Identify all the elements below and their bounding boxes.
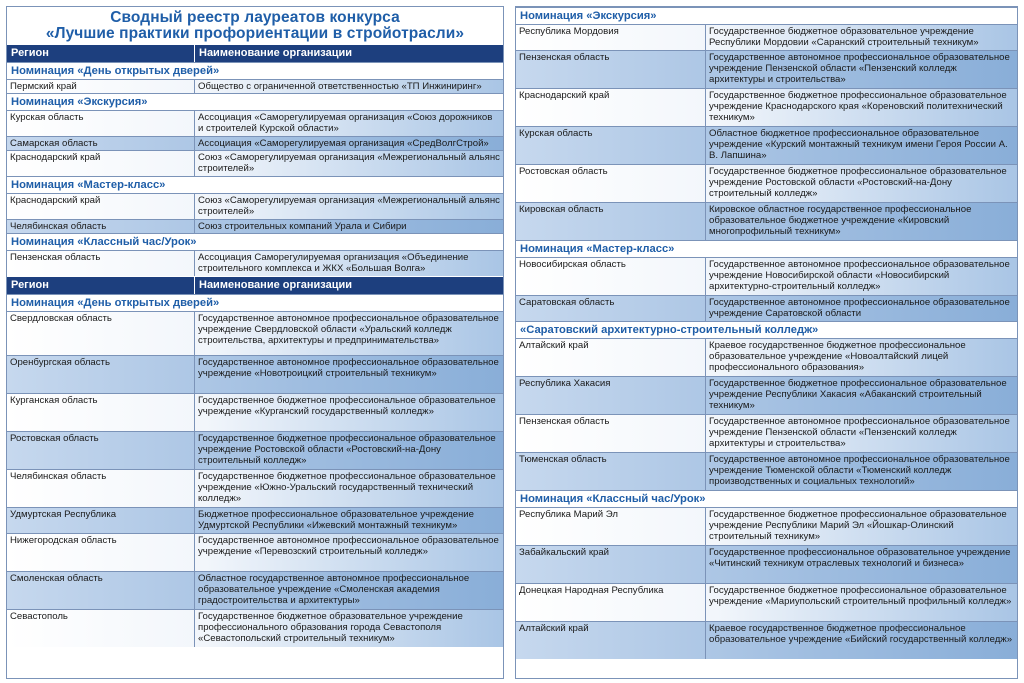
region-cell: Краснодарский край xyxy=(7,194,195,219)
table-row xyxy=(7,193,503,219)
region-cell: Пензенская область xyxy=(516,51,706,88)
nomination-title: Номинация «Классный час/Урок» xyxy=(7,233,503,250)
region-cell: Кировская область xyxy=(516,203,706,240)
table-row xyxy=(516,164,1017,202)
table-row xyxy=(7,393,503,431)
organization-cell: Государственное бюджетное профессиональное образовательное учреждение Республики Марий Эл «Йошкар-Олинский строительный техникум» xyxy=(709,509,1007,542)
table-row xyxy=(7,431,503,469)
organization-cell: Общество с ограниченной ответственностью «ТП Инжиниринг» xyxy=(198,81,482,92)
organization-cell: Краевое государственное бюджетное профессиональное образовательное учреждение «Новоалтайский лицей профессионального образования» xyxy=(709,340,966,373)
organization-cell: Государственное автономное профессиональное образовательное учреждение «Новотроицкий строительный техникум» xyxy=(198,357,499,379)
table-body-2 xyxy=(7,294,503,647)
region-cell: Ростовская область xyxy=(7,432,195,469)
header-region: Регион xyxy=(7,277,195,294)
table-row xyxy=(7,469,503,507)
table-row xyxy=(516,338,1017,376)
region-cell: Республика Мордовия xyxy=(516,25,706,50)
organization-cell: Государственное профессиональное образовательное учреждение «Читинский техникум отраслевых технологий и бизнеса» xyxy=(709,547,1011,569)
region-cell: Республика Хакасия xyxy=(516,377,706,414)
table-row xyxy=(7,311,503,355)
table-row xyxy=(516,88,1017,126)
region-cell: Челябинская область xyxy=(7,470,195,507)
organization-cell: Союз «Саморегулируемая организация «Межрегиональный альянс строителей» xyxy=(198,195,500,217)
table-row xyxy=(516,583,1017,621)
organization-cell: Государственное автономное профессиональное образовательное учреждение Тюменской области «Тюменский колледж производственных и социальных технологий» xyxy=(709,454,1010,487)
nomination-title: «Саратовский архитектурно-строительный колледж» xyxy=(516,321,1017,338)
table-row xyxy=(7,136,503,150)
region-cell: Челябинская область xyxy=(7,220,195,233)
region-cell: Пензенская область xyxy=(7,251,195,276)
table-row xyxy=(516,376,1017,414)
organization-cell: Государственное бюджетное образовательное учреждение Республики Мордовии «Саранский строительный техникум» xyxy=(709,26,979,48)
region-cell: Пермский край xyxy=(7,80,195,93)
table-row xyxy=(516,126,1017,164)
region-cell: Пензенская область xyxy=(516,415,706,452)
nomination-title: Номинация «Классный час/Урок» xyxy=(516,490,1017,507)
region-cell: Удмуртская Республика xyxy=(7,508,195,533)
nomination-title: Номинация «Мастер-класс» xyxy=(516,240,1017,257)
organization-cell: Кировское областное государственное профессиональное образовательное бюджетное учреждение «Кировский многопрофильный техникум» xyxy=(709,204,972,237)
table-row xyxy=(7,150,503,176)
organization-cell: Государственное автономное профессиональное образовательное учреждение Свердловской области «Уральский колледж строительства, архитектуры и предпринимательства» xyxy=(198,313,499,346)
table-row xyxy=(516,24,1017,50)
organization-cell: Ассоциация «Саморегулируемая организация «СредВолгСтрой» xyxy=(198,138,489,149)
table-header-2 xyxy=(7,276,503,294)
organization-cell: Ассоциация Саморегулируемая организация «Объединение строительного комплекса и ЖКХ «Большая Волга» xyxy=(198,252,469,274)
region-cell: Саратовская область xyxy=(516,296,706,321)
organization-cell: Государственное автономное профессиональное образовательное учреждение Саратовской области xyxy=(709,297,1010,319)
organization-cell: Государственное автономное профессиональное образовательное учреждение Пензенской области «Пензенский колледж архитектуры и строительства» xyxy=(709,416,1010,449)
header-org: Наименование организации xyxy=(199,279,353,291)
region-cell: Забайкальский край xyxy=(516,546,706,583)
region-cell: Донецкая Народная Республика xyxy=(516,584,706,621)
region-cell: Нижегородская область xyxy=(7,534,195,571)
organization-cell: Государственное автономное профессиональное образовательное учреждение Пензенской области «Пензенский колледж архитектуры и строительства» xyxy=(709,52,1010,85)
organization-cell: Государственное бюджетное профессиональное образовательное учреждение «Мариупольский строительный профильный колледж» xyxy=(709,585,1012,607)
organization-cell: Областное государственное автономное профессиональное образовательное учреждение «Смоленская академия градостроительства и архитектуры» xyxy=(198,573,470,606)
right-panel xyxy=(515,6,1018,679)
table-body-3 xyxy=(516,7,1017,659)
region-cell: Смоленская область xyxy=(7,572,195,609)
title-line-2: «Лучшие практики профориентации в стройотрасли» xyxy=(45,25,465,42)
table-row xyxy=(7,571,503,609)
left-panel xyxy=(6,6,504,679)
organization-cell: Государственное бюджетное профессиональное образовательное учреждение Ростовской области «Ростовский-на-Дону строительный колледж» xyxy=(198,433,496,466)
organization-cell: Государственное бюджетное образовательное учреждение профессионального образования города Севастополя «Севастопольский строительный техникум» xyxy=(198,611,463,644)
nomination-title: Номинация «Экскурсия» xyxy=(516,7,1017,24)
region-cell: Курская область xyxy=(7,111,195,136)
region-cell: Севастополь xyxy=(7,610,195,647)
region-cell: Курская область xyxy=(516,127,706,164)
region-cell: Новосибирская область xyxy=(516,258,706,295)
region-cell: Курганская область xyxy=(7,394,195,431)
nomination-title: Номинация «День открытых дверей» xyxy=(7,62,503,79)
table-row xyxy=(516,621,1017,659)
table-row xyxy=(7,250,503,276)
table-row xyxy=(516,414,1017,452)
organization-cell: Краевое государственное бюджетное профессиональное образовательное учреждение «Бийский государственный колледж» xyxy=(709,623,1013,645)
table-row xyxy=(7,507,503,533)
region-cell: Краснодарский край xyxy=(7,151,195,176)
table-row xyxy=(7,609,503,647)
region-cell: Самарская область xyxy=(7,137,195,150)
organization-cell: Областное бюджетное профессиональное образовательное учреждение «Курский монтажный техникум имени Героя России А. В. Лапшина» xyxy=(709,128,1008,161)
table-row xyxy=(516,545,1017,583)
nomination-title: Номинация «День открытых дверей» xyxy=(7,294,503,311)
region-cell: Оренбургская область xyxy=(7,356,195,393)
region-cell: Тюменская область xyxy=(516,453,706,490)
table-body-1 xyxy=(7,62,503,276)
title-line-1: Сводный реестр лауреатов конкурса xyxy=(110,9,400,26)
table-header xyxy=(7,44,503,62)
table-row xyxy=(7,79,503,93)
table-row xyxy=(7,533,503,571)
region-cell: Алтайский край xyxy=(516,339,706,376)
organization-cell: Бюджетное профессиональное образовательное учреждение Удмуртской Республики «Ижевский монтажный техникум» xyxy=(198,509,474,531)
region-cell: Алтайский край xyxy=(516,622,706,659)
table-row xyxy=(516,50,1017,88)
table-row xyxy=(516,452,1017,490)
table-row xyxy=(516,507,1017,545)
header-region: Регион xyxy=(7,45,195,62)
nomination-title: Номинация «Экскурсия» xyxy=(7,93,503,110)
organization-cell: Государственное бюджетное профессиональное образовательное учреждение Ростовской области «Ростовский-на-Дону строительный колледж» xyxy=(709,166,1007,199)
table-row xyxy=(516,257,1017,295)
organization-cell: Государственное автономное профессиональное образовательное учреждение Новосибирской области «Новосибирский архитектурно-строительный колледж» xyxy=(709,259,1010,292)
organization-cell: Государственное бюджетное профессиональное образовательное учреждение «Курганский государственный колледж» xyxy=(198,395,496,417)
page-title xyxy=(7,7,503,44)
organization-cell: Союз строительных компаний Урала и Сибири xyxy=(198,221,407,232)
table-row xyxy=(516,202,1017,240)
organization-cell: Государственное бюджетное профессиональное образовательное учреждение «Южно-Уральский государственный технический колледж» xyxy=(198,471,496,504)
region-cell: Республика Марий Эл xyxy=(516,508,706,545)
table-row xyxy=(7,355,503,393)
region-cell: Свердловская область xyxy=(7,312,195,355)
region-cell: Ростовская область xyxy=(516,165,706,202)
nomination-title: Номинация «Мастер-класс» xyxy=(7,176,503,193)
table-row xyxy=(7,110,503,136)
organization-cell: Союз «Саморегулируемая организация «Межрегиональный альянс строителей» xyxy=(198,152,500,174)
organization-cell: Государственное бюджетное профессиональное образовательное учреждение Республики Хакасия «Абаканский строительный техникум» xyxy=(709,378,1007,411)
table-row xyxy=(516,295,1017,321)
organization-cell: Государственное автономное профессиональное образовательное учреждение «Перевозский строительный колледж» xyxy=(198,535,499,557)
table-row xyxy=(7,219,503,233)
header-org: Наименование организации xyxy=(199,47,353,59)
organization-cell: Ассоциация «Саморегулируемая организация «Союз дорожников и строителей Курской области» xyxy=(198,112,493,134)
region-cell: Краснодарский край xyxy=(516,89,706,126)
organization-cell: Государственное бюджетное профессиональное образовательное учреждение Краснодарского края «Кореновский политехнический техникум» xyxy=(709,90,1007,123)
